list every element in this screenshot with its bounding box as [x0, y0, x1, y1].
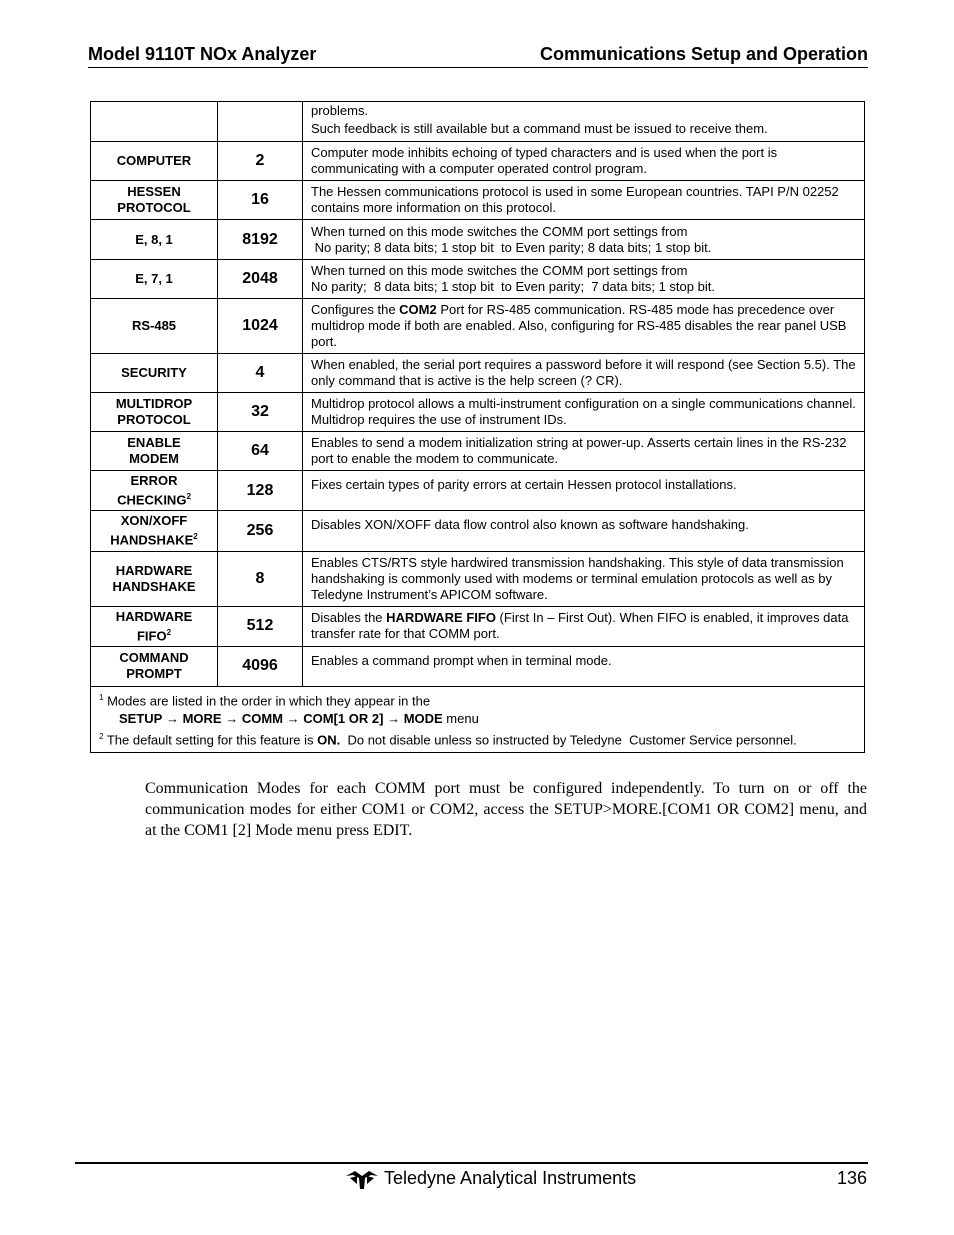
desc-cell: Disables XON/XOFF data flow control also known as software handshaking. — [303, 511, 865, 551]
arrow-right-icon: → — [165, 711, 179, 727]
menu-path-comm: COMM — [241, 711, 284, 727]
id-cell: 8 — [218, 551, 303, 606]
table-footnotes-row — [91, 686, 865, 752]
footnotes-cell — [91, 686, 865, 752]
desc-cell — [303, 299, 865, 354]
header-section-title: Communications Setup and Operation — [539, 44, 868, 64]
mode-cell: COMPUTER — [91, 142, 218, 181]
desc-cell — [303, 102, 865, 142]
id-cell: 4 — [218, 354, 303, 393]
desc-text: When turned on this mode switches the COMM port settings from — [311, 263, 688, 278]
arrow-right-icon: → — [387, 711, 401, 727]
id-cell: 64 — [218, 432, 303, 471]
id-cell — [218, 102, 303, 142]
menu-path-mode: MODE — [403, 711, 443, 727]
mode-cell: RS-485 — [91, 299, 218, 354]
footnote-text: Modes are listed in the order in which they appear in the — [107, 693, 431, 709]
mode-cell — [91, 102, 218, 142]
footnote-mark: 1 — [99, 692, 104, 702]
mode-cell: E, 7, 1 — [91, 260, 218, 299]
table-row — [91, 299, 865, 354]
table-row — [91, 260, 865, 299]
desc-bold: COM2 — [399, 302, 437, 317]
table-row — [91, 646, 865, 686]
id-cell: 1024 — [218, 299, 303, 354]
table-row — [91, 606, 865, 646]
footer-company-name: Teledyne Analytical Instruments — [384, 1168, 637, 1188]
id-cell: 16 — [218, 181, 303, 220]
mode-cell: E, 8, 1 — [91, 220, 218, 260]
mode-cell: MULTIDROP PROTOCOL — [91, 393, 218, 432]
desc-bold: HARDWARE FIFO — [386, 610, 496, 626]
id-cell: 2 — [218, 142, 303, 181]
table-row — [91, 393, 865, 432]
table-row — [91, 511, 865, 551]
table-row — [91, 142, 865, 181]
id-cell: 128 — [218, 471, 303, 511]
footnote-text: The default setting for this feature is — [106, 732, 318, 748]
footnote-text: Do not disable unless so instructed by Teledyne Customer Service personnel. — [340, 732, 797, 748]
id-cell: 512 — [218, 606, 303, 646]
footnote-bold: ON. — [317, 732, 341, 748]
footnote-1 — [99, 689, 856, 710]
menu-path-setup: SETUP — [119, 711, 163, 727]
desc-cell: Enables to send a modem initialization string at power-up. Asserts certain lines in the RS-232 port to enable the modem to communicate. — [303, 432, 865, 471]
mode-cell: HARDWARE HANDSHAKE — [91, 551, 218, 606]
table-row — [91, 220, 865, 260]
table-row — [91, 102, 865, 142]
desc-cell: Fixes certain types of parity errors at certain Hessen protocol installations. — [303, 471, 865, 511]
mode-text: ERROR CHECKING — [117, 473, 187, 508]
footer-divider — [75, 1162, 868, 1164]
arrow-right-icon: → — [286, 711, 300, 727]
menu-path-com: COM[1 OR 2] — [303, 711, 384, 727]
desc-cell: Multidrop protocol allows a multi-instrument configuration on a single communications channel. Multidrop requires the use of instrument IDs. — [303, 393, 865, 432]
table-row — [91, 471, 865, 511]
desc-cell: Enables CTS/RTS style hardwired transmission handshaking. This style of data transmission handshaking is commonly used with modems or terminal emulation protocols as well as by Teledyne Instrument’s APICOM software. — [303, 551, 865, 606]
footnote-mark: 2 — [99, 732, 104, 742]
desc-text: No parity; 8 data bits; 1 stop bit to Even parity; 7 data bits; 1 stop bit. — [311, 279, 715, 294]
page-header — [88, 44, 868, 68]
id-cell: 2048 — [218, 260, 303, 299]
footnote-ref: 2 — [166, 627, 172, 637]
mode-cell: SECURITY — [91, 354, 218, 393]
mode-cell — [91, 471, 218, 511]
mode-text: HARDWARE FIFO — [115, 608, 193, 643]
footnote-1-menu-path — [99, 710, 856, 728]
desc-cell: The Hessen communications protocol is used in some European countries. TAPI P/N 02252 contains more information on this protocol. — [303, 181, 865, 220]
arrow-right-icon: → — [225, 711, 239, 727]
id-cell: 32 — [218, 393, 303, 432]
mode-cell: COMMAND PROMPT — [91, 646, 218, 686]
desc-text: When turned on this mode switches the COMM port settings from — [311, 223, 688, 239]
footnote-2 — [99, 728, 856, 749]
mode-cell — [91, 606, 218, 646]
desc-text: Disables the — [311, 610, 387, 626]
desc-text: Port for RS-485 communication. RS-485 mode has precedence over multidrop mode if both are enabled. Also, configuring for RS-485 disables the rear panel USB port. — [311, 302, 847, 349]
table-row — [91, 354, 865, 393]
desc-cell — [303, 220, 865, 260]
teledyne-logo-icon — [345, 1170, 379, 1190]
header-model-title: Model 9110T NOx Analyzer — [88, 44, 317, 64]
table-row — [91, 432, 865, 471]
desc-cell — [303, 260, 865, 299]
desc-text: Such feedback is still available but a command must be issued to receive them. — [311, 121, 768, 136]
table-row — [91, 181, 865, 220]
mode-cell: ENABLE MODEM — [91, 432, 218, 471]
desc-cell: When enabled, the serial port requires a password before it will respond (see Section 5.5). The only command that is active is the help screen (? CR). — [303, 354, 865, 393]
desc-cell — [303, 606, 865, 646]
mode-cell — [91, 511, 218, 551]
id-cell: 4096 — [218, 646, 303, 686]
desc-text: problems. — [311, 103, 369, 118]
desc-text: (First In – First Out). When FIFO is enabled, it improves data transfer rate for that COMM port. — [311, 610, 849, 642]
id-cell: 8192 — [218, 220, 303, 260]
id-cell: 256 — [218, 511, 303, 551]
page-number: 136 — [836, 1168, 867, 1188]
body-paragraph: Communication Modes for each COMM port must be configured independently. To turn on or off the communication modes for either COM1 or COM2, access the SETUP>MORE.[COM1 OR COM2] menu, and at the COM1 [2] Mode menu press EDIT. — [145, 780, 867, 839]
desc-text: Configures the — [311, 302, 400, 317]
menu-path-tail: menu — [442, 711, 479, 727]
menu-path-more: MORE — [182, 711, 222, 727]
footnote-ref: 2 — [193, 532, 198, 542]
mode-text: XON/XOFF HANDSHAKE — [110, 513, 194, 548]
comm-modes-table — [90, 101, 865, 753]
desc-cell: Computer mode inhibits echoing of typed characters and is used when the port is communicating with a computer operated control program. — [303, 142, 865, 181]
desc-text: No parity; 8 data bits; 1 stop bit to Even parity; 8 data bits; 1 stop bit. — [311, 239, 712, 255]
desc-cell: Enables a command prompt when in terminal mode. — [303, 646, 865, 686]
mode-cell: HESSEN PROTOCOL — [91, 181, 218, 220]
table-row — [91, 551, 865, 606]
footnote-ref: 2 — [186, 492, 191, 501]
